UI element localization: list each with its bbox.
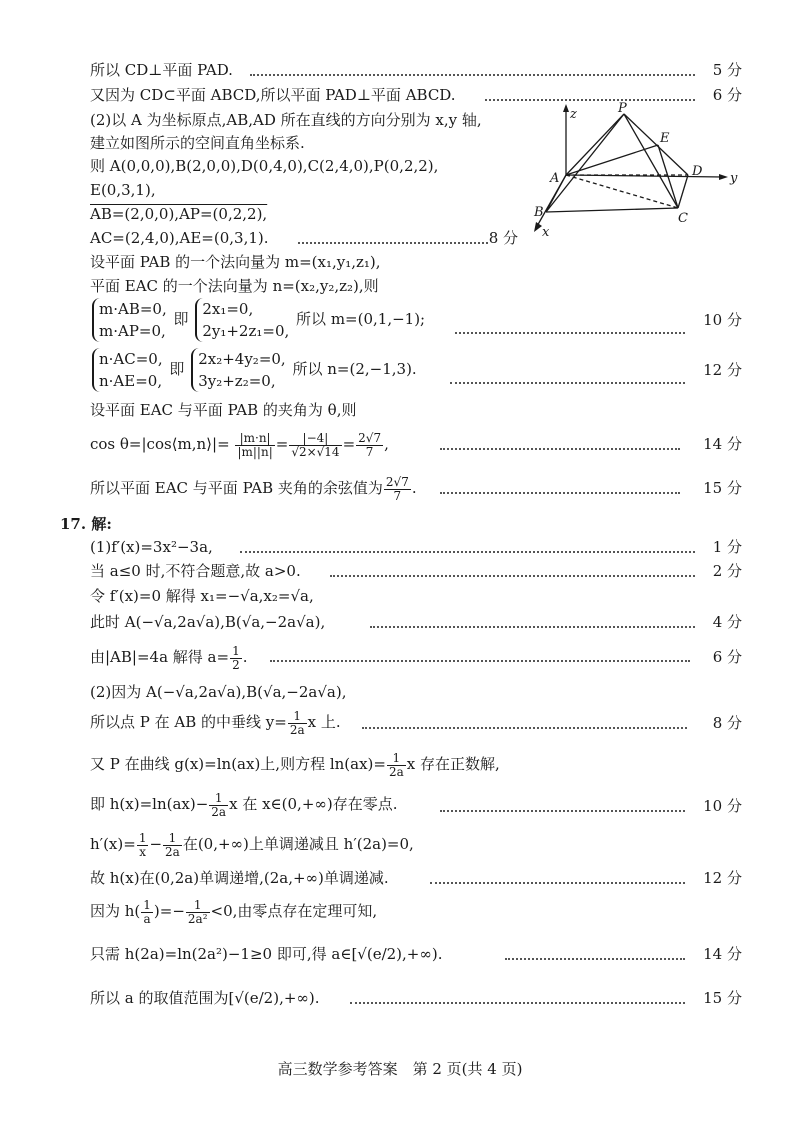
fraction — [235, 432, 274, 459]
numerator: |−4| — [289, 432, 341, 446]
text-line: (1)f′(x)=3x²−3a, — [90, 538, 213, 556]
numerator: 1 — [232, 643, 240, 658]
text-line: 所以平面 EAC 与平面 PAB 夹角的余弦值为 $\frac{2√7}{7}$ . — [90, 474, 417, 503]
text-line: 由|AB|=4a 解得 a= $\frac{1}{2}$ . — [90, 643, 248, 672]
result-n: 所以 n=(2,−1,3). — [292, 360, 417, 378]
text-segment: 所以点 P 在 AB 的中垂线 y= — [90, 713, 287, 731]
text-segment: 在(0,+∞)上单调递减且 h′(2a)=0, — [182, 835, 414, 853]
label-B: B — [534, 205, 544, 220]
fraction — [137, 832, 149, 859]
numerator: 2√7 — [358, 430, 382, 445]
numerator: 1 — [186, 899, 210, 913]
text-line — [90, 938, 442, 970]
numerator: 1 — [138, 830, 147, 845]
text-line: 令 f′(x)=0 解得 x₁=−√a,x₂=√a, — [90, 587, 314, 605]
denominator: √2×√14 — [291, 444, 340, 459]
label-P: P — [618, 101, 627, 116]
denominator: 7 — [365, 444, 374, 459]
text-line: 当 a≤0 时,不符合题意,故 a>0. — [90, 562, 301, 580]
text-line: 则 A(0,0,0),B(2,0,0),D(0,4,0),C(2,4,0),P(0,2,2), — [90, 157, 439, 175]
score-label: 1 分 — [712, 538, 742, 556]
brace-system — [195, 298, 289, 342]
score-label: 8 分 — [488, 229, 518, 247]
score-label: 12 分 — [703, 869, 742, 887]
text-line: 此时 A(−√a,2a√a),B(√a,−2a√a), — [90, 613, 326, 631]
text-segment: x 在 x∈(0,+∞)存在零点. — [229, 795, 398, 813]
denominator: x — [139, 844, 147, 859]
text-segment: − — [149, 835, 163, 853]
fraction — [163, 832, 182, 859]
text-line — [90, 982, 320, 1014]
numerator: 2√7 — [385, 474, 409, 489]
leader-dots — [505, 958, 685, 960]
text-segment: 由|AB|=4a 解得 a= — [90, 648, 230, 666]
pyramid-figure — [528, 100, 738, 240]
numerator: 1 — [163, 832, 182, 846]
leader-dots — [450, 382, 685, 384]
text-ji: 即 — [173, 310, 189, 328]
numerator: |m·n| — [235, 432, 274, 446]
score-label: 15 分 — [703, 479, 742, 497]
numerator: 1 — [288, 710, 307, 724]
label-x: x — [542, 225, 550, 240]
text-segment: 即 h(x)=ln(ax)− — [90, 795, 209, 813]
eq-line: m·AP=0, — [99, 322, 166, 340]
denominator: 2 — [232, 657, 240, 672]
eq-line: 2x₁=0, — [202, 300, 254, 318]
score-label: 6 分 — [712, 648, 742, 666]
text-line — [90, 748, 500, 780]
eq-line: 2y₁+2z₁=0, — [202, 322, 290, 340]
fraction — [209, 792, 228, 819]
text-segment: cos θ=|cos⟨m,n⟩|= — [90, 435, 230, 453]
brace-system — [191, 348, 286, 392]
brace-system — [92, 298, 167, 342]
text-segment: )=− — [153, 902, 185, 920]
denominator: 2a — [165, 844, 180, 859]
score-label: 8 分 — [712, 714, 742, 732]
text-line: (2)因为 A(−√a,2a√a),B(√a,−2a√a), — [90, 683, 347, 701]
leader-dots — [455, 332, 685, 334]
text-line: E(0,3,1), — [90, 181, 156, 199]
numerator: 1 — [387, 752, 406, 766]
eq-line: m·AB=0, — [99, 300, 167, 318]
fraction — [387, 752, 406, 779]
score-label: 15 分 — [703, 989, 742, 1007]
fraction — [384, 476, 411, 503]
score-label: 10 分 — [703, 797, 742, 815]
text-line: 故 h(x)在(0,2a)单调递增,(2a,+∞)单调递减. — [90, 869, 389, 887]
text-line: 设平面 EAC 与平面 PAB 的夹角为 θ,则 — [90, 401, 357, 419]
eq-line: 3y₂+z₂=0, — [198, 372, 276, 390]
text-line: (2)以 A 为坐标原点,AB,AD 所在直线的方向分别为 x,y 轴, — [90, 111, 482, 129]
eq-line: n·AE=0, — [99, 372, 163, 390]
score-label: 14 分 — [703, 435, 742, 453]
leader-dots — [350, 1002, 685, 1004]
brace-system — [92, 348, 163, 392]
equation-system-n — [90, 348, 417, 392]
leader-dots — [362, 727, 687, 729]
text-segment: x 存在正数解, — [406, 755, 500, 773]
fraction — [288, 710, 307, 737]
leader-dots — [440, 492, 680, 494]
text-line: 所以 CD⊥平面 PAD. — [90, 61, 233, 79]
score-label: 4 分 — [712, 613, 742, 631]
score-label: 6 分 — [712, 86, 742, 104]
denominator: 7 — [393, 488, 402, 503]
numerator: 1 — [143, 897, 151, 912]
eq-line: n·AC=0, — [99, 350, 163, 368]
text-line — [90, 828, 414, 860]
leader-dots — [270, 660, 690, 662]
denominator: 2a² — [187, 911, 208, 926]
text-segment: 所以 a 的取值范围为 — [90, 989, 229, 1007]
leader-dots — [440, 448, 680, 450]
fraction — [356, 432, 383, 459]
text-ji: 即 — [169, 360, 185, 378]
leader-dots — [370, 626, 695, 628]
equation-system-m — [90, 298, 425, 342]
page-footer: 高三数学参考答案 第 2 页(共 4 页) — [277, 1060, 523, 1078]
score-label: 5 分 — [712, 61, 742, 79]
label-C: C — [678, 211, 688, 226]
text-segment: x 上. — [307, 713, 341, 731]
text-segment: 只需 h(2a)=ln(2a²)−1≥0 即可,得 a∈ — [90, 945, 352, 963]
text-line: 设平面 PAB 的一个法向量为 m=(x₁,y₁,z₁), — [90, 253, 381, 271]
interval: [√(e/2),+∞). — [228, 989, 320, 1007]
label-y: y — [730, 171, 738, 186]
text-segment: h′(x)= — [90, 835, 136, 853]
leader-dots — [250, 74, 695, 76]
numerator: 1 — [209, 792, 228, 806]
label-A: A — [550, 171, 560, 186]
leader-dots — [330, 575, 695, 577]
fraction — [141, 899, 153, 926]
fraction — [230, 645, 242, 672]
text-line: AB=(2,0,0),AP=(0,2,2), — [90, 205, 268, 223]
score-label: 12 分 — [703, 361, 742, 379]
denominator: 2a — [289, 722, 305, 737]
leader-dots — [440, 810, 685, 812]
text-segment: 所以平面 EAC 与平面 PAB 夹角的余弦值为 — [90, 479, 383, 497]
denominator: a — [143, 911, 151, 926]
cos-theta-line: cos θ=|cos⟨m,n⟩|= $\frac{|m\cdot n|}{|m||n|}$ = $\frac{|-4|}{√2\times√14}$ = $\frac{2√7}{7}$ , — [90, 430, 389, 459]
question-number: 17. 解: — [60, 515, 112, 533]
text-line — [90, 895, 377, 927]
label-E: E — [660, 131, 670, 146]
leader-dots — [298, 242, 488, 244]
interval: [√(e/2),+∞). — [351, 945, 443, 963]
text-segment: <0,由零点存在定理可知, — [210, 902, 378, 920]
text-line: 又因为 CD⊂平面 ABCD,所以平面 PAD⊥平面 ABCD. — [90, 86, 456, 104]
denominator: 2a — [388, 764, 404, 779]
score-label: 2 分 — [712, 562, 742, 580]
eq-line: 2x₂+4y₂=0, — [198, 350, 286, 368]
score-label: 14 分 — [703, 945, 742, 963]
leader-dots — [430, 882, 685, 884]
denominator: 2a — [211, 804, 227, 819]
leader-dots — [240, 551, 695, 553]
text-line — [90, 706, 341, 738]
label-D: D — [692, 164, 703, 179]
denominator: |m||n| — [237, 444, 273, 459]
text-line: 平面 EAC 的一个法向量为 n=(x₂,y₂,z₂),则 — [90, 277, 379, 295]
score-label: 10 分 — [703, 311, 742, 329]
text-line: 建立如图所示的空间直角坐标系. — [90, 134, 305, 152]
text-line — [90, 788, 398, 820]
result-m: 所以 m=(0,1,−1); — [296, 310, 426, 328]
text-segment: 又 P 在曲线 g(x)=ln(ax)上,则方程 ln(ax)= — [90, 755, 386, 773]
fraction — [186, 899, 210, 926]
label-z: z — [570, 107, 577, 122]
text-line: AC=(2,4,0),AE=(0,3,1). — [90, 229, 269, 247]
text-segment: 因为 h( — [90, 902, 141, 920]
fraction — [289, 432, 341, 459]
